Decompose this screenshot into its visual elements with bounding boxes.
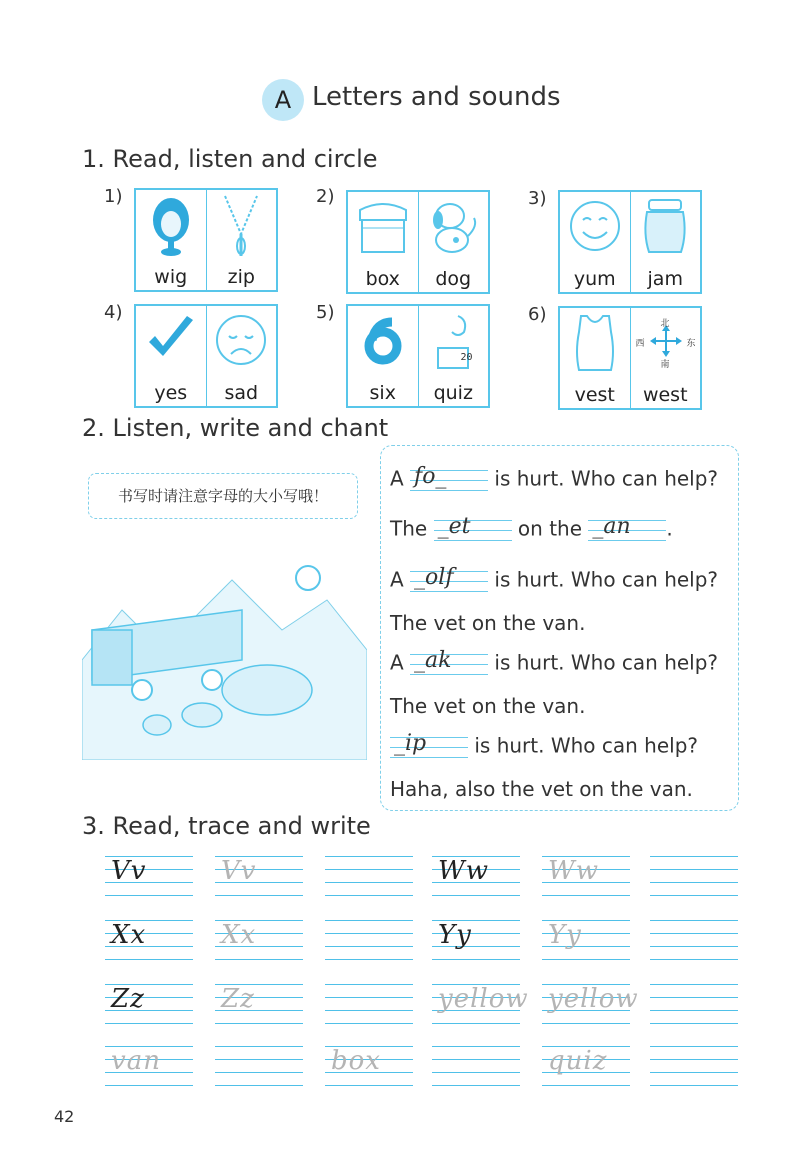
writing-cell[interactable] [650,980,738,1024]
word-jam: jam [647,268,683,290]
writing-cell[interactable] [650,852,738,896]
word-sad: sad [224,382,259,404]
chant-prefix: A [390,567,404,592]
writing-cell[interactable] [542,852,630,896]
writing-cell[interactable] [650,916,738,960]
vest-icon [571,312,619,374]
model-letters: Zz [111,984,145,1014]
word-west: west [642,384,688,406]
picture-cell-jam[interactable] [631,192,701,292]
chant-line-2 [390,516,673,544]
chant-line-7 [390,733,698,761]
writing-cell[interactable] [105,916,193,960]
trace-letters: Xx [221,920,257,950]
word-six: six [369,382,396,404]
model-letters: Xx [111,920,147,950]
picture-cell-box[interactable] [348,192,419,292]
trace-letters: yellow [438,984,529,1014]
trace-letters: Zz [221,984,255,1014]
writing-cell[interactable] [325,852,413,896]
wig-icon [146,194,196,258]
writing-cell[interactable] [432,980,529,1024]
picture-card-5 [346,304,490,408]
writing-cell[interactable] [650,1042,738,1086]
writing-cell[interactable] [542,916,630,960]
writing-cell[interactable] [215,916,303,960]
writing-cell[interactable] [325,1042,413,1086]
picture-cell-vest[interactable] [560,308,631,408]
zipper-icon [221,194,261,260]
compass-east-label: 东 [686,339,696,349]
writing-cell[interactable] [105,852,193,896]
clock-digits: 20 [460,352,473,363]
chant-suffix: is hurt. Who can help? [494,567,719,592]
item-number: 5) [316,302,335,323]
chant-line-4: The vet on the van. [390,611,586,635]
chant-middle: on the [517,516,583,541]
chant-line-3 [390,567,718,595]
writing-cell[interactable] [215,1042,303,1086]
trace-letters: Vv [221,856,257,886]
item-number: 1) [104,186,123,207]
chant-suffix: is hurt. Who can help? [494,466,719,491]
chant-period: . [666,516,673,541]
word-dog: dog [435,268,472,290]
word-vest: vest [574,384,615,406]
picture-card-2 [346,190,490,294]
answer-blank[interactable] [390,733,468,761]
answer-text: _an [592,514,631,539]
answer-text: _olf [414,565,454,590]
writing-cell[interactable] [215,852,303,896]
picture-cell-west[interactable] [631,308,701,408]
page-title: Letters and sounds [312,82,561,112]
item-number: 2) [316,186,335,207]
writing-cell[interactable] [105,980,193,1024]
chant-suffix: is hurt. Who can help? [494,650,719,675]
chant-line-1 [390,466,718,494]
answer-blank[interactable] [410,466,488,494]
compass-icon [649,324,683,358]
number-six-icon [358,310,408,370]
item-number: 6) [528,304,547,325]
writing-cell[interactable] [432,852,520,896]
sad-face-icon [213,310,269,370]
compass-south-label: 南 [660,360,670,370]
writing-cell[interactable] [325,980,413,1024]
picture-cell-dog[interactable] [419,192,489,292]
trace-letters: Ww [548,856,599,886]
answer-text: _et [437,514,471,539]
trace-letters: box [331,1046,381,1076]
word-quiz: quiz [433,382,473,404]
jam-jar-icon [639,196,691,258]
truck-yak-illustration [82,540,367,760]
word-wig: wig [154,266,188,288]
chant-suffix: is hurt. Who can help? [474,733,699,758]
word-yes: yes [154,382,188,404]
writing-cell[interactable] [432,916,520,960]
dog-icon [424,196,482,258]
writing-cell[interactable] [325,916,413,960]
answer-blank[interactable] [588,516,666,544]
answer-blank[interactable] [410,567,488,595]
picture-card-1 [134,188,278,292]
writing-tip: 书写时请注意字母的大小写哦！ [88,473,358,519]
picture-cell-six[interactable] [348,306,419,406]
page-number: 42 [54,1107,75,1126]
answer-blank[interactable] [434,516,512,544]
item-number: 4) [104,302,123,323]
answer-text: _ip [394,731,427,756]
answer-text: _ak [414,648,452,673]
writing-cell[interactable] [105,1042,193,1086]
trace-letters: van [111,1046,161,1076]
writing-cell[interactable] [215,980,303,1024]
picture-cell-yum[interactable] [560,192,631,292]
compass-north-label: 北 [660,319,670,329]
trace-letters: quiz [548,1046,608,1076]
picture-card-3 [558,190,702,294]
section3-title: 3. Read, trace and write [82,812,371,840]
chant-prefix: A [390,466,404,491]
picture-cell-quiz[interactable] [419,306,489,406]
picture-cell-yes[interactable] [136,306,207,406]
chant-line-5 [390,650,718,678]
chant-line-6: The vet on the van. [390,694,586,718]
section-badge: A [262,79,304,121]
model-letters: Vv [111,856,147,886]
item-number: 3) [528,188,547,209]
section2-title: 2. Listen, write and chant [82,414,389,442]
smiley-face-icon [567,196,623,256]
box-icon [354,196,412,256]
word-zip: zip [227,266,255,288]
answer-text: fo_ [414,464,447,489]
chant-line-8: Haha, also the vet on the van. [390,777,693,801]
answer-blank[interactable] [410,650,488,678]
word-box: box [365,268,400,290]
picture-card-6 [558,306,702,410]
writing-cell[interactable] [542,980,639,1024]
checkmark-icon [143,310,199,368]
trace-letters: Yy [548,920,582,950]
model-letters: Ww [438,856,489,886]
writing-cell[interactable] [542,1042,630,1086]
section1-title: 1. Read, listen and circle [82,145,378,173]
chant-prefix: A [390,650,404,675]
chant-prefix: The [390,516,428,541]
picture-card-4 [134,304,278,408]
picture-cell-sad[interactable] [207,306,277,406]
trace-letters: yellow [548,984,639,1014]
compass-west-label: 西 [635,339,645,349]
picture-cell-wig[interactable] [136,190,207,290]
picture-cell-zip[interactable] [207,190,277,290]
word-yum: yum [573,268,616,290]
writing-cell[interactable] [432,1042,520,1086]
model-letters: Yy [438,920,472,950]
